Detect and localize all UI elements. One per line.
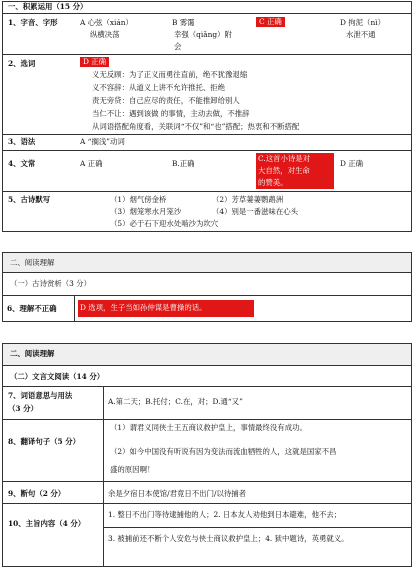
- q8-line-2: （2）如今中国没有听说有因为变法而流血牺牲的人，这就是国家不昌: [110, 447, 337, 456]
- q2-line-3: 责无旁贷：自己应尽的责任，不能推卸给别人: [92, 96, 240, 105]
- q7-label-line2: （3 分）: [8, 404, 38, 413]
- divider: [2, 419, 412, 420]
- q4-option-b: B.正确: [172, 159, 195, 168]
- q4-option-d: D 正确: [340, 159, 364, 168]
- divider: [2, 150, 412, 151]
- divider: [2, 13, 412, 14]
- q5-item-3: （3）烟笼寒水月笼沙: [110, 207, 182, 216]
- q2-line-1: 义无反顾：为了正义而勇往直前，绝不犹豫退缩: [92, 70, 248, 79]
- divider: [103, 386, 104, 567]
- q5-item-5: （5）必于石下迎水处啮沙为坎穴: [110, 219, 219, 228]
- divider: [2, 365, 412, 366]
- q1-option-b: B 雾霭: [172, 18, 195, 27]
- q5-label: 5、古诗默写: [8, 195, 51, 204]
- divider: [2, 54, 412, 55]
- section2-header-bg: [3, 253, 411, 272]
- q8-line-3: 盛的原因啊！: [110, 465, 155, 474]
- q4-option-a: A 正确: [80, 159, 103, 168]
- divider: [2, 386, 412, 387]
- q2-line-5: 从词语搭配角度看，关联词“不仅”和“也”搭配；热衷和不断搭配: [92, 122, 300, 131]
- q10-line-1: 1. 整日不出门等待逮捕他的人；2. 日本友人劝他到日本避难，他不去；: [108, 510, 342, 519]
- section1-title: 一、积累运用（15 分）: [8, 2, 88, 11]
- q8-label: 8、翻译句子（5 分）: [8, 437, 80, 446]
- q7-label: 7、词语意思与用法: [8, 391, 73, 400]
- divider: [2, 191, 412, 192]
- q10-line-2: 3. 被捕前还不断个人安危与侠士商议救护皇上；4. 狱中题诗，英勇就义。: [108, 534, 349, 543]
- q1-option-a: A 心弦（xián）: [80, 18, 133, 27]
- q2-line-2: 义不容辞：从道义上讲不允许推托、拒绝: [92, 83, 226, 92]
- section3-title: 二、阅读理解: [10, 349, 55, 358]
- q9-label: 9、断句（2 分）: [8, 489, 66, 498]
- q3-label: 3、语法: [8, 137, 36, 146]
- q1-option-d: D 拘泥（nì）: [340, 18, 385, 27]
- q2-line-4: 当仁不让：遇到该做 的事情，主动去做，不推辞: [92, 109, 250, 118]
- section2-title: 二、阅读理解: [10, 258, 55, 267]
- q5-item-1: （1）烟气傍金桥: [110, 195, 167, 204]
- q5-item-2: （2）芳草萋萋鹦鹉洲: [212, 195, 284, 204]
- q1-answer-c: C 正确: [256, 17, 285, 27]
- section3-subtitle: （二）文言文阅读（14 分）: [10, 372, 105, 381]
- section2-subtitle: （一）古诗赏析（3 分）: [10, 279, 91, 288]
- q6-label: 6、理解不正确: [7, 304, 57, 313]
- q6-answer: D 选项，生子当如孙仲谋是曹操的话。: [80, 303, 207, 312]
- q4-answer-c-line3: 的赞美。: [258, 178, 288, 187]
- q9-answer: 余是夕宿日本使馆/君竟日不出门/以待捕者: [108, 489, 247, 498]
- q7-answer: A.第二天；B.托付；C.在，对；D.通“又”: [108, 397, 243, 406]
- section3-header-bg: [3, 344, 411, 365]
- divider: [2, 272, 412, 273]
- divider: [2, 503, 412, 504]
- q10-label: 10、主旨内容（4 分）: [8, 519, 86, 528]
- q1-option-b-line3: 会: [174, 42, 182, 51]
- q2-answer: D 正确: [80, 57, 109, 67]
- divider: [2, 481, 412, 482]
- divider: [2, 295, 412, 296]
- divider: [103, 527, 412, 528]
- q2-label: 2、选词: [8, 59, 36, 68]
- q1-option-d-line2: 水泄不通: [346, 30, 376, 39]
- q4-label: 4、文常: [8, 159, 36, 168]
- q8-line-1: （1）谓君义同侠士王五商议救护皇上，事情最终没有成功。: [110, 423, 307, 432]
- q1-label: 1、字音、字形: [8, 18, 58, 27]
- divider: [74, 295, 75, 322]
- q1-option-a-line2: 纵横决荡: [90, 30, 120, 39]
- q5-item-4: （4）别是一番滋味在心头: [212, 207, 299, 216]
- q4-answer-c-line2: 大自然，对生命: [258, 166, 310, 175]
- q3-answer: A “搁浅”动词: [80, 137, 125, 146]
- q1-option-b-line2: 幸强（qiǎng）附: [174, 30, 232, 39]
- q4-answer-c-line1: C.这首小诗是对: [258, 154, 311, 163]
- divider: [2, 134, 412, 135]
